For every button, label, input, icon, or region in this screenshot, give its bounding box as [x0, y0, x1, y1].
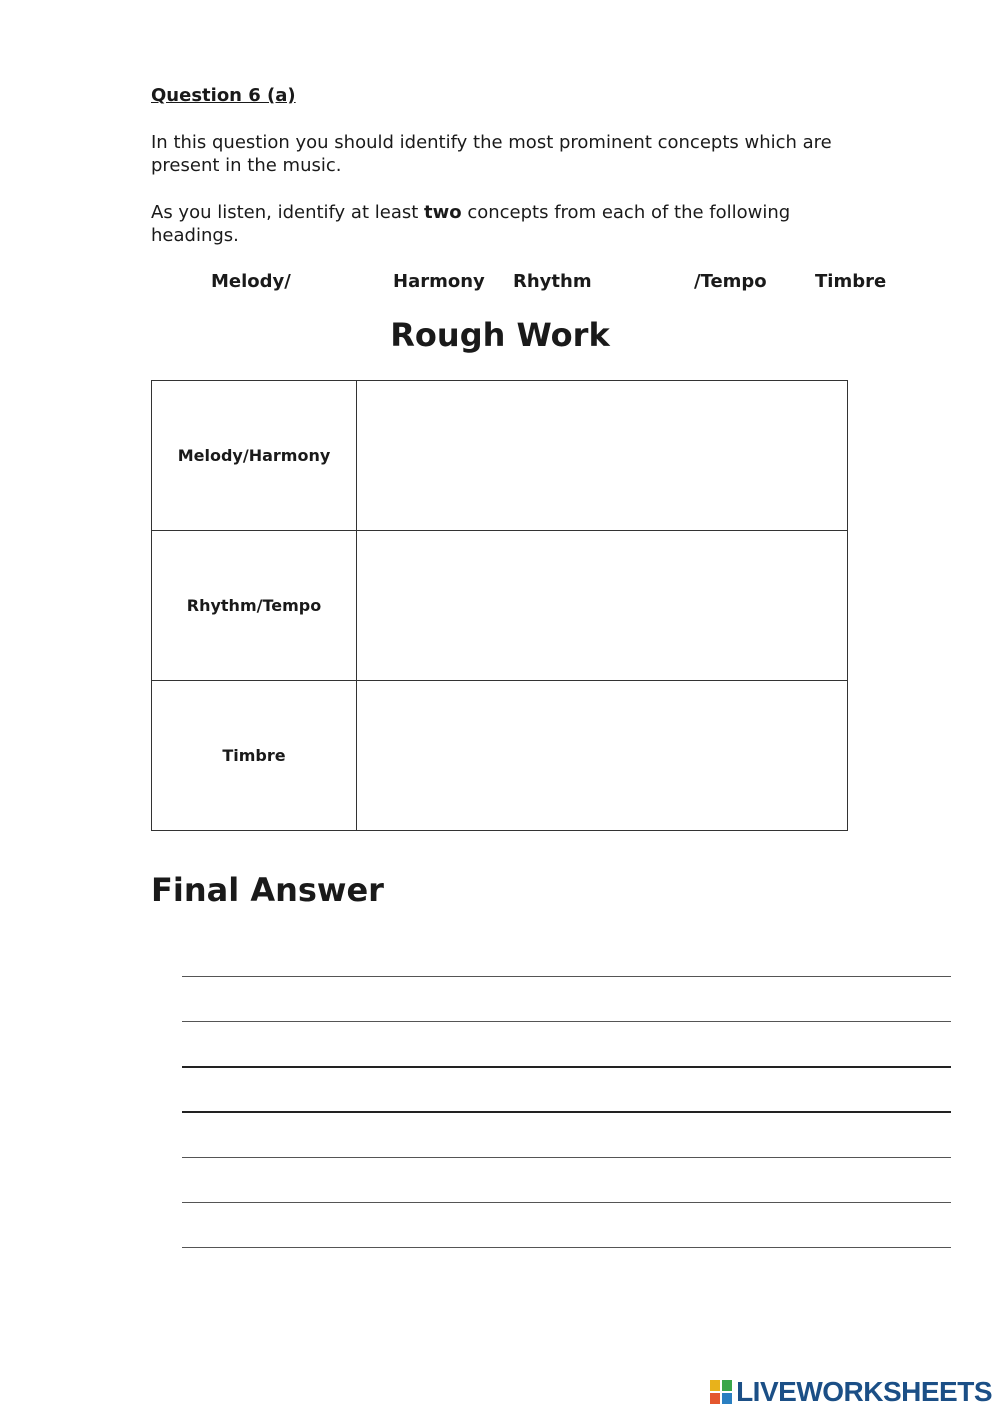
question-title: Question 6 (a)	[151, 85, 296, 106]
heading-melody: Melody/	[211, 271, 291, 292]
row-label-melody-harmony: Melody/Harmony	[152, 381, 357, 531]
instruction-emphasis: two	[424, 202, 462, 223]
heading-harmony: Harmony	[393, 271, 485, 292]
heading-tempo: /Tempo	[694, 271, 767, 292]
logo-tile	[722, 1380, 732, 1391]
answer-line-6[interactable]	[182, 1202, 951, 1203]
answer-line-4[interactable]	[182, 1111, 951, 1113]
rough-work-title: Rough Work	[390, 316, 610, 354]
final-answer-title: Final Answer	[151, 871, 384, 909]
logo-tile	[710, 1393, 720, 1404]
row-label-timbre: Timbre	[152, 681, 357, 831]
instruction-paragraph-2	[151, 201, 851, 247]
answer-line-7[interactable]	[182, 1247, 951, 1248]
instruction-text: As you listen, identify at least	[151, 202, 425, 223]
instruction-text: concepts from each of the following headings.	[151, 202, 791, 246]
rough-work-table	[151, 380, 848, 831]
logo-text: LIVEWORKSHEETS	[736, 1376, 992, 1407]
answer-line-1[interactable]	[182, 976, 951, 977]
logo-grid-icon	[710, 1380, 732, 1404]
answer-line-2[interactable]	[182, 1021, 951, 1022]
answer-cell-timbre[interactable]	[357, 681, 848, 831]
instruction-paragraph-1: In this question you should identify the most prominent concepts which are present in the music.	[151, 132, 832, 176]
heading-rhythm: Rhythm	[513, 271, 592, 292]
logo-tile	[722, 1393, 732, 1404]
liveworksheets-logo	[710, 1376, 992, 1408]
table-row	[152, 681, 848, 831]
logo-tile	[710, 1380, 720, 1391]
answer-cell-rhythm-tempo[interactable]	[357, 531, 848, 681]
heading-timbre: Timbre	[815, 271, 887, 292]
answer-line-3[interactable]	[182, 1066, 951, 1068]
row-label-rhythm-tempo: Rhythm/Tempo	[152, 531, 357, 681]
table-row	[152, 381, 848, 531]
table-row	[152, 531, 848, 681]
answer-line-5[interactable]	[182, 1157, 951, 1158]
answer-cell-melody-harmony[interactable]	[357, 381, 848, 531]
